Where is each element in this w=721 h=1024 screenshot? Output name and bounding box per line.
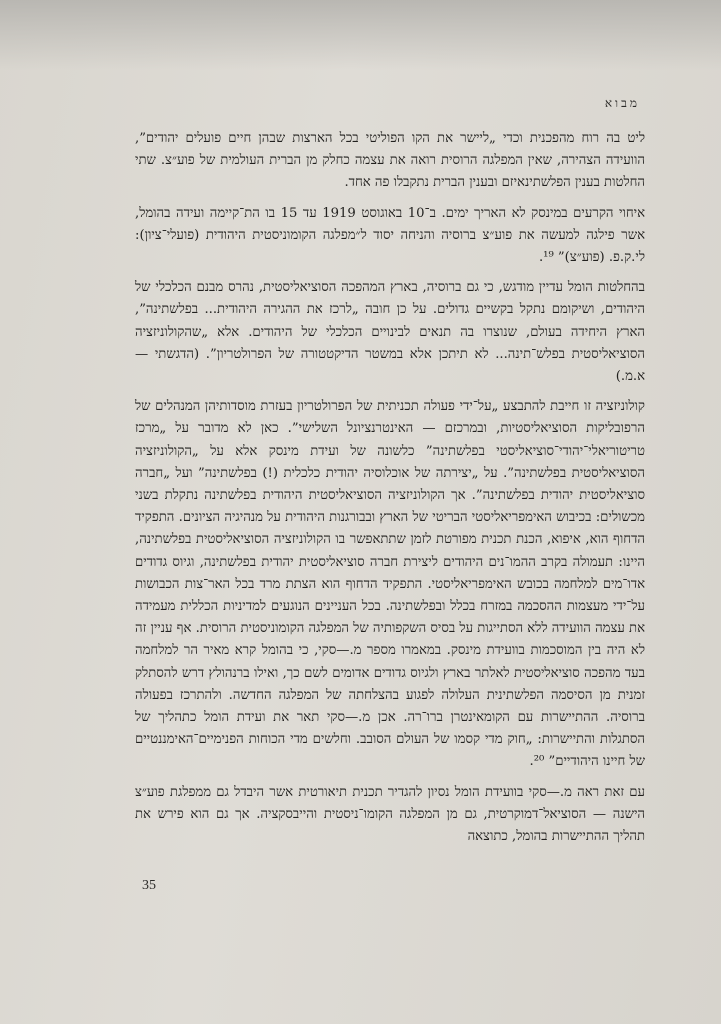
paragraph: ליט בה רוח מהפכנית וכדי „ליישר את הקו הפוליטי בכל הארצות שבהן חיים פועלים יהודים”, הוועידה הצהירה, שאין המפלגה הרוסית רואה את עצמה כחלק מן הברית העולמית של פוע״צ. שתי החלטות בענין הפלשתינאיזם ובענין הברית נתקבלו פה אחד. <box>135 131 645 191</box>
paragraph: עם זאת ראה מ.—סקי בוועידת הומל נסיון להגדיר תכנית תיאורטית אשר היבדל גם ממפלגת פוע״צ הישנה — הסוציאל־דמוקרטית, גם מן המפלגה הקומו־ניסטית והייבסקציה. אך גם הוא פירש את תהליך ההתיישרות בהומל, כתוצאה <box>135 784 645 845</box>
body-text <box>135 128 645 856</box>
top-shadow <box>0 0 721 70</box>
page-number: 35 <box>142 878 156 893</box>
running-header: מבוא <box>604 96 640 110</box>
paragraph: קולוניזציה זו חייבת להתבצע „על־ידי פעולה תכניתית של הפרולטריון בעזרת מוסדותיהן המנהלים של הרפובליקות הסוציאליסטיות, ובמרכזם — האינטרנציונל השלישי”. כאן לא מדובר על „מרכז טריטוריאלי־יהודי־סוציאליסטי בפלשתינה” כלשונה של ועידת מינסק אלא על „הקולוניזציה הסוציאליסטית בפלשתינה”. על „יצירתה של אוכלוסיה יהודית כלכלית (!) בפלשתינה” ועל „חברה סוציאליסטית יהודית בפלשתינה”. אך הקולוניזציה הסוציאליסטית היהודית בפלשתינה נתקלת בשני מכשולים: בכיבוש האימפריאליסטי הבריטי של הארץ ובבורגנות היהודית על מנהיגיה הציונים. התפקיד הדחוף הוא, איפוא, הכנת תכנית מפורטת לזמן שתתאפשר בו הקולוניזציה הסוציאליסטית בפלשתינה, היינו: תעמולה בקרב ההמו־נים היהודים ליצירת חברה סוציאליסטית יהודית בפלשתינה, וגיוס גדודים אדו־מים למלחמה בכובש האימפריאליסטי. התפקיד הדחוף הוא הצתת מרד בכל האר־צות הכבושות על־ידי מעצמות ההסכמה במזרח בכלל ובפלשתינה. בכל העניינים הנוגעים למדיניות הכללית מעמידה את עצמה הוועידה ללא הסתייגות על בסיס השקפותיה של המפלגה הקומוניסטית הרוסית. אף עניין זה לא היה בין המוסכמות בוועידת מינסק. במאמרו מספר מ.—סקי, כי בהומל קרא מאיר הר למלחמה בעד מהפכה סוציאליסטית לאלתר בארץ ולגיוס גדודים אדומים לשם כך, ואילו ברנהולץ דרש להסתלק זמנית מן הסיסמה הפלשתינית העלולה לפגוע בהצלחתה של המפלגה החדשה. ולהתרכז בפעולה ברוסיה. ההתיישרות עם הקומאינטרן ברו־רה. אכן מ.—סקי תאר את ועידת הומל כתהליך של הסתגלות והתיישרות: „חוק מדי קסמו של העולם הסובב. וחלשים מדי הכוחות הפנימיים־האימננטיים של חיינו היהודיים” ²⁰. <box>135 399 645 770</box>
paragraph: בהחלטות הומל עדיין מודגש, כי גם ברוסיה, בארץ המהפכה הסוציאליסטית, נהרס מבנם הכלכלי של היהודים, ושיקומם נתקל בקשיים גדולים. על כן חובה „לרכז את ההגירה היהודית... בפלשתינה”, הארץ היחידה בעולם, שנוצרו בה תנאים לבינויים הכלכלי של היהודים. אלא „שהקולוניזציה הסוציאליסטית בפלש־תינה... לא תיתכן אלא במשטר הדיקטטורה של הפרולטריון”. (הדגשתי — א.מ.) <box>135 280 645 385</box>
paragraph: איחוי הקרעים במינסק לא האריך ימים. ב־10 באוגוסט 1919 עד 15 בו הת־קיימה ועידה בהומל, אשר פילגה למעשה את פוע״צ ברוסיה והניחה יסוד ל״מפלגה הקומוניסטית היהודית (פועלי־ציון): לי.ק.פ. (פוע״צ)” ¹⁹. <box>135 205 645 266</box>
